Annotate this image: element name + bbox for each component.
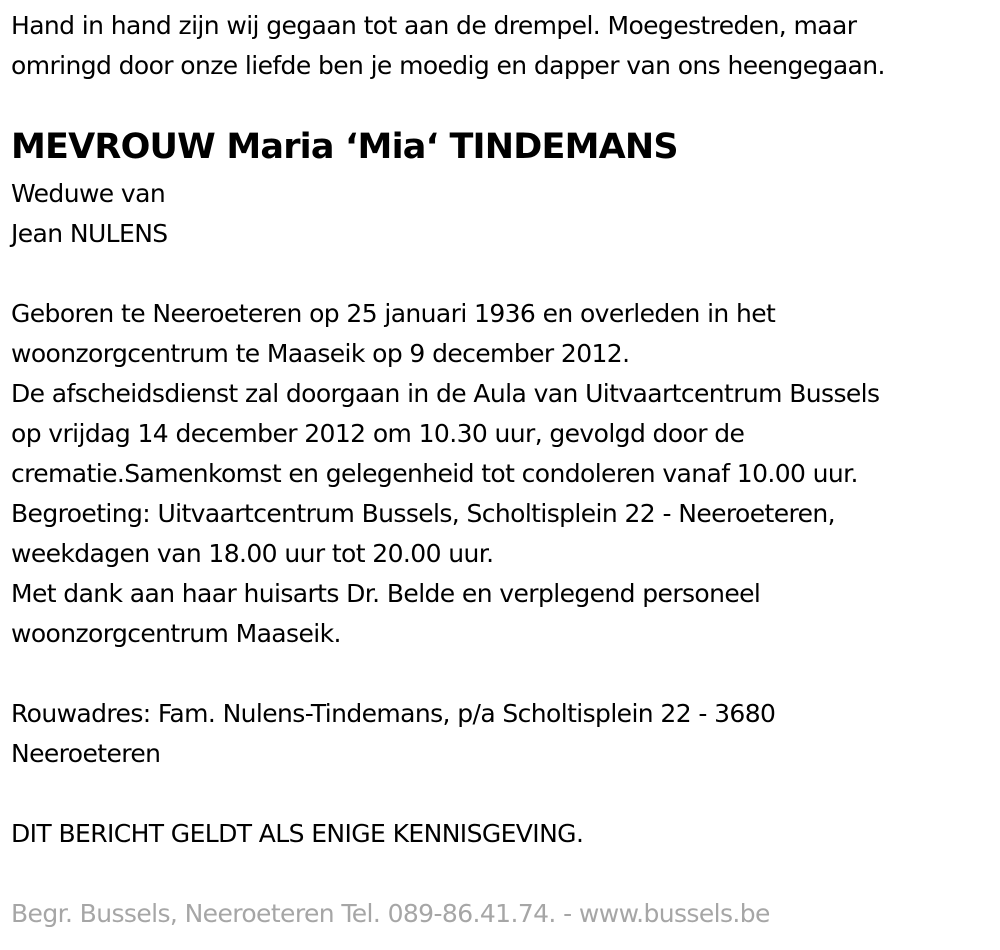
details-line: weekdagen van 18.00 uur tot 20.00 uur. [11,539,494,568]
details-line: woonzorgcentrum Maaseik. [11,619,341,648]
details-line: Geboren te Neeroeteren op 25 januari 1936 en overleden in het [11,299,776,328]
details-line: crematie.Samenkomst en gelegenheid tot condoleren vanaf 10.00 uur. [11,459,858,488]
mourning-address: Rouwadres: Fam. Nulens-Tindemans, p/a Scholtisplein 22 - 3680 [11,699,776,728]
spouse-name: Jean NULENS [11,219,168,248]
mourning-address: Neeroeteren [11,739,161,768]
details-line: op vrijdag 14 december 2012 om 10.30 uur, gevolgd door de [11,419,745,448]
intro-line: Hand in hand zijn wij gegaan tot aan de drempel. Moegestreden, maar [11,11,857,40]
intro-line: omringd door onze liefde ben je moedig en dapper van ons heengegaan. [11,51,885,80]
funeral-home-footer: Begr. Bussels, Neeroeteren Tel. 089-86.41.74. - www.bussels.be [11,899,770,928]
details-line: woonzorgcentrum te Maaseik op 9 december 2012. [11,339,630,368]
details-line: Begroeting: Uitvaartcentrum Bussels, Scholtisplein 22 - Neeroeteren, [11,499,835,528]
widow-label: Weduwe van [11,179,166,208]
deceased-name: MEVROUW Maria ‘Mia‘ TINDEMANS [11,127,678,167]
official-notice: DIT BERICHT GELDT ALS ENIGE KENNISGEVING. [11,819,584,848]
details-line: De afscheidsdienst zal doorgaan in de Aula van Uitvaartcentrum Bussels [11,379,880,408]
details-line: Met dank aan haar huisarts Dr. Belde en verplegend personeel [11,579,761,608]
